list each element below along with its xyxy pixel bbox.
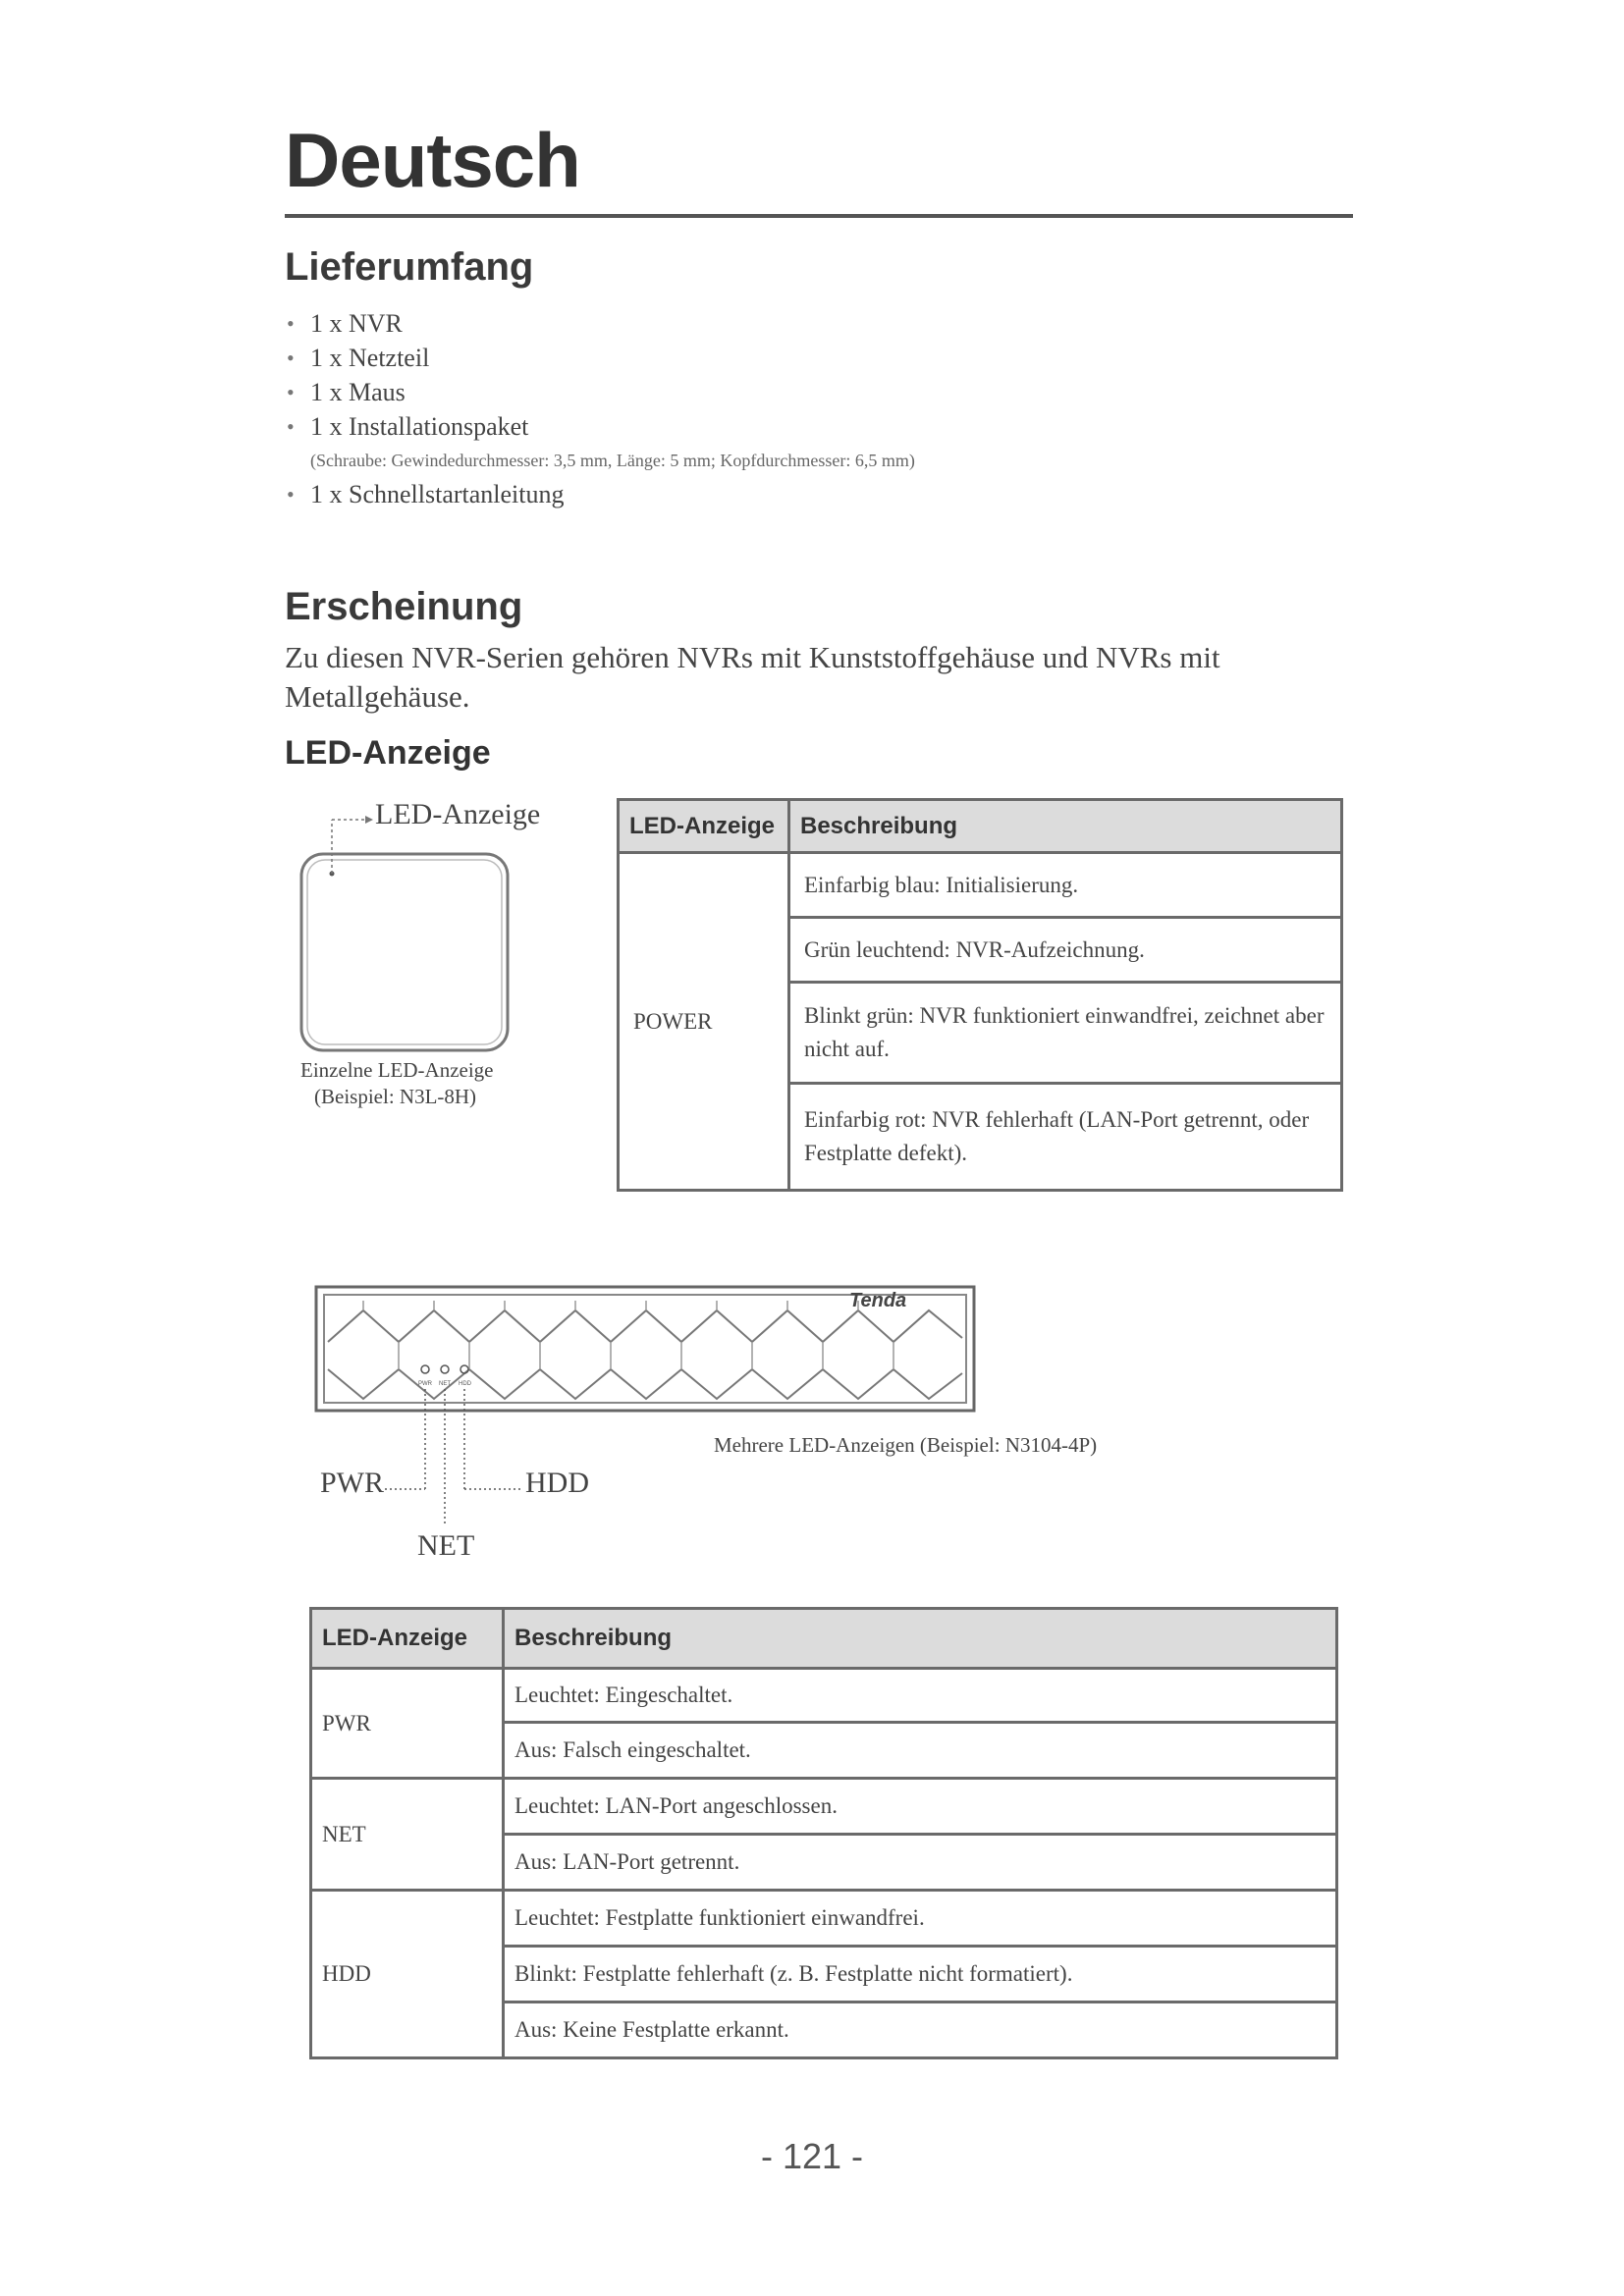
appearance-text: Zu diesen NVR-Serien gehören NVRs mit Kunststoffgehäuse und NVRs mit Metallgehäuse. — [285, 640, 1220, 714]
table-cell: Leuchtet: LAN-Port angeschlossen. — [504, 1779, 1337, 1835]
table-header: Beschreibung — [789, 800, 1342, 853]
table-cell-indicator: NET — [311, 1779, 504, 1891]
tenda-logo: Tenda — [849, 1290, 907, 1311]
table-cell: Leuchtet: Eingeschaltet. — [504, 1669, 1337, 1723]
net-callout: NET — [417, 1529, 475, 1562]
led-heading: LED-Anzeige — [285, 734, 491, 772]
title-divider — [285, 214, 1353, 218]
installation-kit-note: (Schraube: Gewindedurchmesser: 3,5 mm, Länge: 5 mm; Kopfdurchmesser: 6,5 mm) — [310, 451, 915, 470]
table-cell: Grün leuchtend: NVR-Aufzeichnung. — [789, 918, 1342, 983]
table-cell: Aus: Keine Festplatte erkannt. — [504, 2002, 1337, 2058]
list-item: • 1 x Schnellstartanleitung — [287, 480, 565, 508]
table-cell: Blinkt: Festplatte fehlerhaft (z. B. Festplatte nicht formatiert). — [504, 1947, 1337, 2002]
figure2-caption: Mehrere LED-Anzeigen (Beispiel: N3104-4P) — [714, 1433, 1098, 1457]
list-item: • 1 x NVR — [287, 309, 403, 338]
list-item: • 1 x Maus — [287, 378, 406, 406]
table-cell-indicator: HDD — [311, 1891, 504, 2058]
table-cell-indicator: POWER — [619, 853, 789, 1191]
table-cell: Einfarbig rot: NVR fehlerhaft (LAN-Port getrennt, oder Festplatte defekt). — [789, 1084, 1342, 1191]
scope-heading: Lieferumfang — [285, 245, 534, 289]
table-cell-indicator: PWR — [311, 1669, 504, 1779]
figure1-caption-line1: Einzelne LED-Anzeige — [300, 1058, 494, 1082]
pwr-callout: PWR — [320, 1467, 385, 1499]
hdd-callout: HDD — [525, 1467, 589, 1499]
table-header: LED-Anzeige — [311, 1609, 504, 1669]
table-cell: Leuchtet: Festplatte funktioniert einwandfrei. — [504, 1891, 1337, 1947]
multi-led-table — [309, 1607, 1338, 2059]
hdd-led-dot — [460, 1365, 468, 1373]
table-header: Beschreibung — [504, 1609, 1337, 1669]
panel-label-hdd: HDD — [459, 1381, 471, 1387]
table-cell: Aus: Falsch eingeschaltet. — [504, 1723, 1337, 1779]
power-led-table — [617, 798, 1343, 1192]
single-led-device-illustration — [285, 795, 579, 1090]
pwr-led-dot — [421, 1365, 429, 1373]
scope-list — [285, 306, 1267, 511]
list-item: • 1 x Netzteil — [287, 344, 430, 372]
appearance-heading: Erscheinung — [285, 585, 523, 628]
panel-label-pwr: PWR — [418, 1381, 432, 1387]
table-cell: Aus: LAN-Port getrennt. — [504, 1835, 1337, 1891]
page-title: Deutsch — [285, 117, 580, 203]
list-item: • 1 x Installationspaket — [287, 412, 529, 441]
figure1-caption-line2: (Beispiel: N3L-8H) — [314, 1085, 477, 1108]
multi-led-device-illustration — [314, 1281, 982, 1526]
net-led-dot — [441, 1365, 449, 1373]
panel-label-net: NET — [439, 1381, 451, 1387]
table-cell: Blinkt grün: NVR funktioniert einwandfrei, zeichnet aber nicht auf. — [789, 983, 1342, 1084]
table-header: LED-Anzeige — [619, 800, 789, 853]
table-cell: Einfarbig blau: Initialisierung. — [789, 853, 1342, 918]
page-number: - 121 - — [760, 2136, 864, 2176]
led-callout-label: LED-Anzeige — [375, 798, 541, 830]
